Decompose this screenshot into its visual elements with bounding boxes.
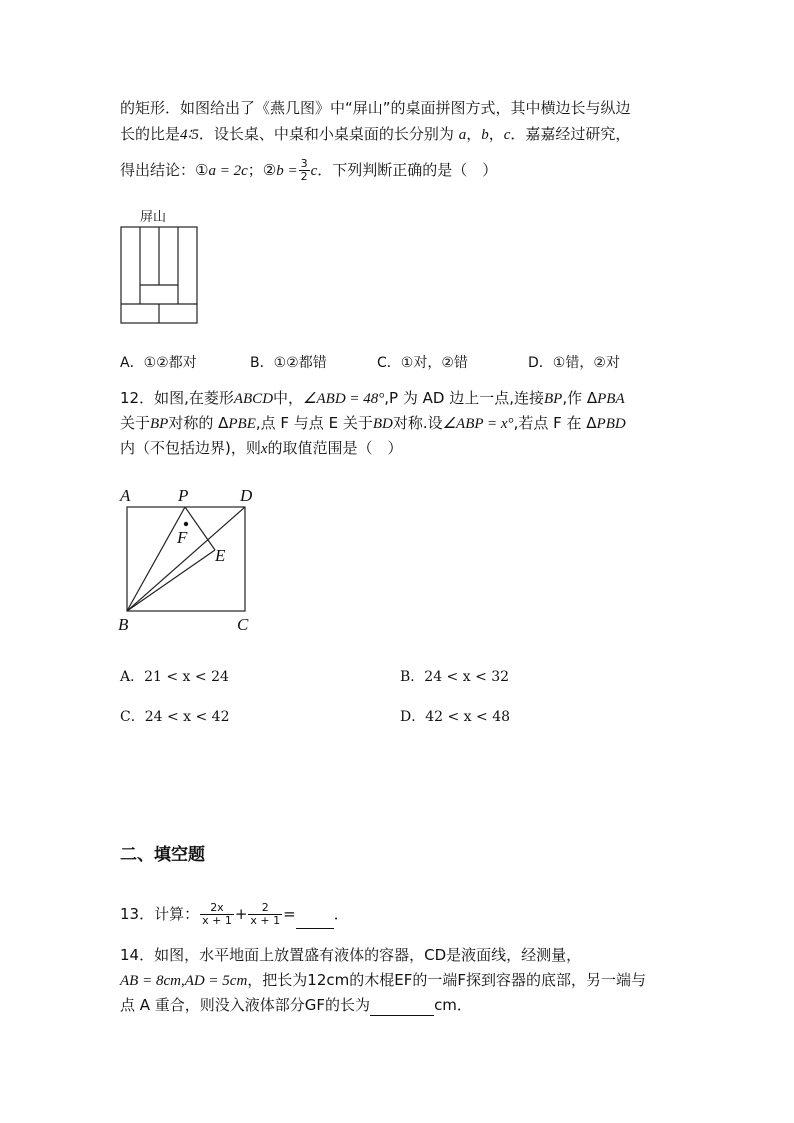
segment-pe	[185, 507, 215, 550]
label-p: P	[178, 486, 189, 505]
section-heading-fill-in: 二、填空题	[120, 845, 205, 865]
fraction-2: $\frac{2}{x + 1}$	[250, 901, 281, 927]
label-a: A	[120, 486, 131, 505]
q13-answer-blank[interactable]	[296, 900, 334, 929]
q11-option-d[interactable]: D．①错，②对	[528, 355, 620, 371]
q12-option-c[interactable]: C．24 < x < 42	[120, 709, 230, 725]
label-d: D	[240, 486, 253, 505]
segment-be	[127, 550, 215, 611]
q12-line1: 12．如图,在菱形ABCD中，∠ABD = 48°,P 为 AD 边上一点,连接BP,作 ΔPBA	[120, 389, 625, 407]
rhombus-figure	[115, 485, 265, 635]
point-f	[184, 522, 188, 526]
label-c: C	[237, 615, 249, 634]
q11-option-a[interactable]: A．①②都对	[120, 355, 197, 371]
q11-option-c[interactable]: C．①对，②错	[377, 355, 468, 371]
fraction-3-2: $\frac{3}{2}$	[300, 157, 308, 183]
q11-line1: 的矩形．如图给出了《燕几图》中“屏山”的桌面拼图方式，其中横边长与纵边	[120, 99, 631, 117]
q14-line1: 14．如图，水平地面上放置盛有液体的容器，CD是液面线，经测量，	[120, 946, 582, 964]
label-e: E	[215, 546, 226, 565]
label-f: F	[177, 528, 188, 547]
q14-line3: 点 A 重合，则没入液体部分GF的长为 cm．	[120, 996, 472, 1014]
q12-option-b[interactable]: B．24 < x < 32	[400, 669, 510, 685]
q11-line3: 得出结论：①a = 2c；②b = $\frac{3}{2}$ c．下列判断正确的是（ ）	[120, 157, 498, 183]
q13-line: 13．计算： $\frac{2x}{x + 1}$ + $\frac{2}{x + 1}$ = ．	[120, 901, 349, 927]
pingshan-label: 屏山	[140, 210, 167, 225]
q12-option-d[interactable]: D．42 < x < 48	[400, 709, 511, 725]
q14-line2: AB = 8cm,AD = 5cm，把长为12cm的木棍EF的一端F探到容器的底部，另一端与	[120, 971, 646, 989]
q12-line2: 关于BP对称的 ΔPBE,点 F 与点 E 关于BD对称.设∠ABP = x°,若点 F 在 ΔPBD	[120, 414, 626, 432]
q12-line3: 内（不包括边界)，则x的取值范围是（ ）	[120, 439, 403, 457]
segment-bp	[127, 507, 185, 611]
q12-option-a[interactable]: A．21 < x < 24	[120, 669, 229, 685]
q11-line2: 长的比是4∶5．设长桌、中桌和小桌桌面的长分别为 a，b，c．嘉嘉经过研究，	[120, 125, 631, 143]
pingshan-figure	[118, 205, 208, 330]
q14-answer-blank[interactable]	[370, 995, 434, 1016]
q11-option-b[interactable]: B．①②都错	[250, 355, 327, 371]
label-b: B	[118, 615, 129, 634]
fraction-2x: $\frac{2x}{x + 1}$	[202, 901, 232, 927]
